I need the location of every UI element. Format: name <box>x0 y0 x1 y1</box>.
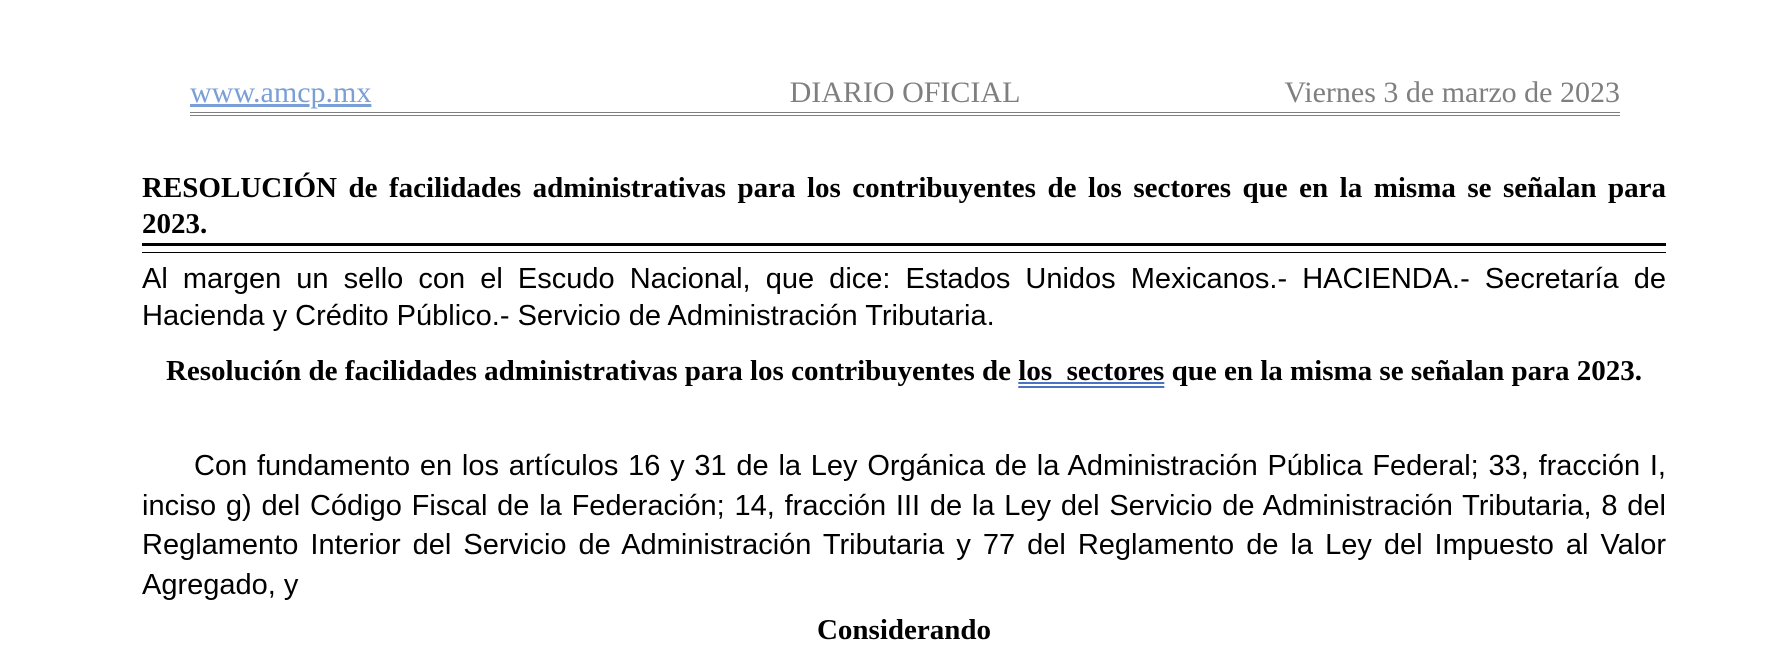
title-rest: de facilidades administrativas para los contribuyentes de los sectores que en la misma se señalan para 2023. <box>142 172 1666 240</box>
subtitle-after: que en la misma se señalan para 2023. <box>1164 355 1643 387</box>
page-header <box>190 72 1620 116</box>
title-divider <box>142 243 1666 253</box>
website-link[interactable]: www.amcp.mx <box>190 76 372 109</box>
considerando-heading: Considerando <box>816 614 992 646</box>
publication-date: Viernes 3 de marzo de 2023 <box>1284 76 1620 109</box>
resolution-title <box>142 170 1666 242</box>
subtitle-linked-text[interactable]: los sectores <box>1018 355 1165 387</box>
title-lead: RESOLUCIÓN <box>142 172 337 204</box>
body-paragraph: Con fundamento en los artículos 16 y 31 de la Ley Orgánica de la Administración Pública Federal; 33, fracción I, inciso g) del Código Fiscal de la Federación; 14, fracción III de la Ley del Servicio de Administración Tributaria, 8 del Reglamento Interior del Servicio de Administración Tributaria y 77 del Reglamento de la Ley del Impuesto al Valor Agregado, y <box>142 450 1666 601</box>
subtitle-before: Resolución de facilidades administrativas para los contribuyentes de <box>165 355 1019 387</box>
seal-paragraph: Al margen un sello con el Escudo Nacional, que dice: Estados Unidos Mexicanos.- HACIENDA.- Secretaría de Hacienda y Crédito Público.- Servicio de Administración Tributaria. <box>142 263 1666 332</box>
resolution-subtitle <box>142 351 1666 391</box>
publication-name: DIARIO OFICIAL <box>789 76 1021 109</box>
